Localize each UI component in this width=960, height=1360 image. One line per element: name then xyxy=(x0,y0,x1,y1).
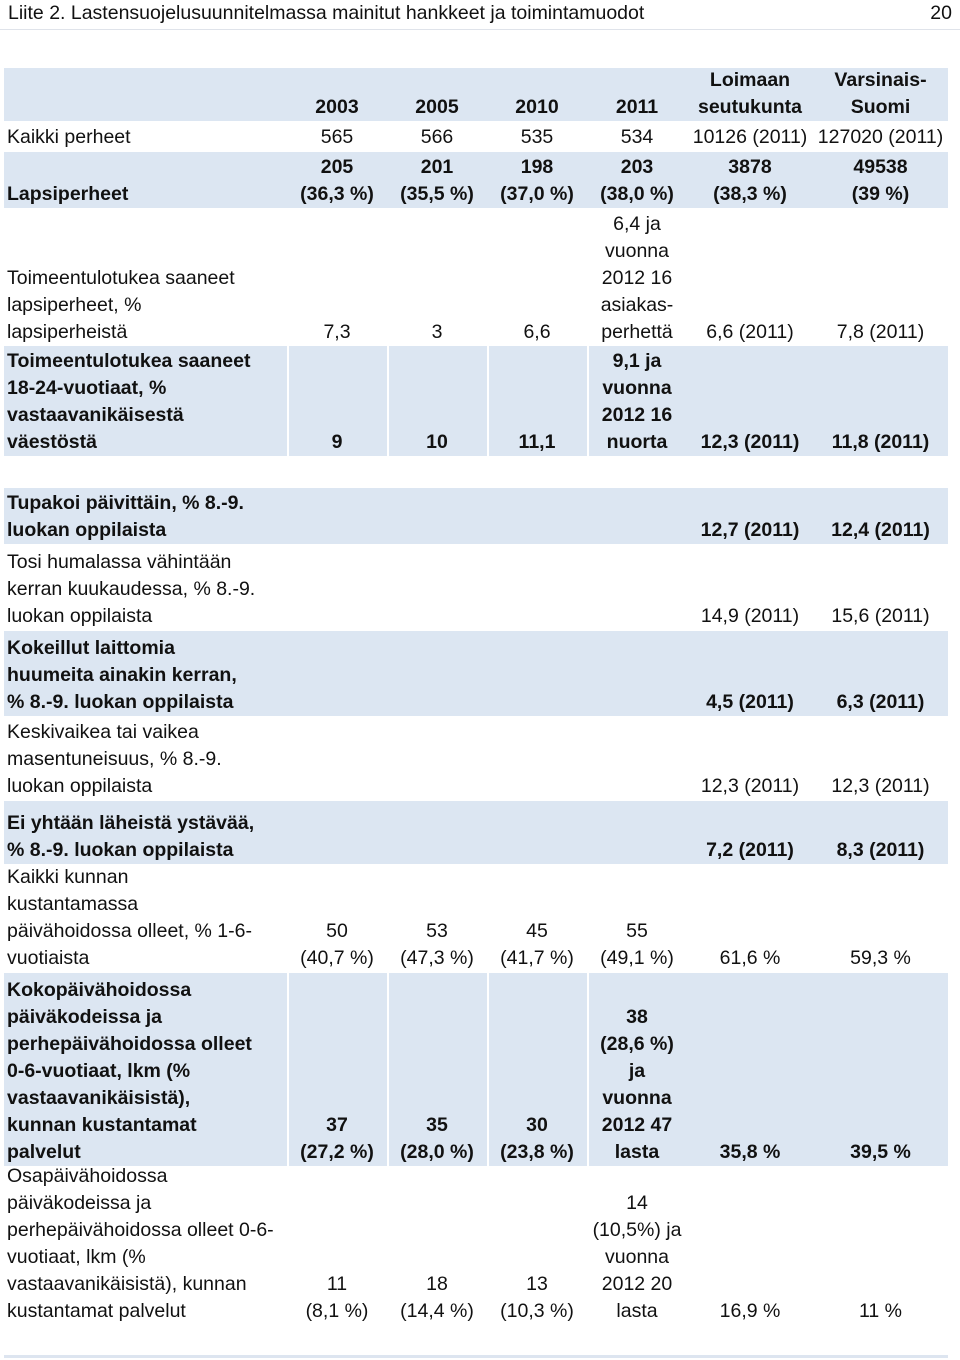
table-header-row xyxy=(4,68,948,121)
table-row xyxy=(4,488,948,544)
row-label-line: Osapäivähoidossa xyxy=(7,1165,168,1187)
table-cell xyxy=(813,122,948,151)
cell-line: 45 xyxy=(526,920,548,942)
cell-line: 3 xyxy=(431,321,443,343)
table-cell xyxy=(487,488,587,544)
column-header-line: seutukunta xyxy=(697,96,802,118)
table-cell xyxy=(387,801,487,864)
row-label-line: päivähoidossa olleet, % 1-6- xyxy=(7,920,252,942)
column-header xyxy=(587,68,687,121)
cell-line: vuonna xyxy=(602,1087,672,1109)
cell-line: 2012 16 xyxy=(601,267,673,289)
table-cell xyxy=(587,973,687,1166)
row-label-line: perhepäivähoidossa olleet xyxy=(7,1033,252,1055)
column-separator xyxy=(287,209,289,346)
cell-line: (27,2 %) xyxy=(300,1141,374,1163)
column-header xyxy=(287,68,387,121)
row-label-line: Toimeentulotukea saaneet xyxy=(7,350,251,372)
row-label-line: % 8.-9. luokan oppilaista xyxy=(7,691,234,713)
cell-line: 30 xyxy=(526,1114,548,1136)
cell-line: 6,4 ja xyxy=(613,213,661,235)
row-label-line: huumeita ainakin kerran, xyxy=(7,664,237,686)
column-separator xyxy=(487,864,489,972)
page-header xyxy=(0,0,960,30)
table-cell xyxy=(487,801,587,864)
row-label xyxy=(7,209,287,346)
row-label-line: 0-6-vuotiaat, lkm (% xyxy=(7,1060,191,1082)
column-separator xyxy=(387,973,389,1166)
table-cell xyxy=(687,152,813,208)
cell-line: 6,6 (2011) xyxy=(706,321,794,343)
cell-line: 201 xyxy=(420,156,454,178)
page-number: 20 xyxy=(930,2,952,24)
table-cell xyxy=(487,209,587,346)
table-cell xyxy=(287,801,387,864)
table-cell xyxy=(387,973,487,1166)
table-cell xyxy=(687,488,813,544)
column-separator xyxy=(587,864,589,972)
table-cell xyxy=(687,346,813,456)
cell-line: 11,8 (2011) xyxy=(831,431,930,453)
cell-line: nuorta xyxy=(606,431,668,453)
row-label xyxy=(7,1166,287,1325)
cell-line: perhettä xyxy=(601,321,673,343)
table-cell xyxy=(487,864,587,972)
row-label-line: kustantamassa xyxy=(7,893,139,915)
cell-line: 37 xyxy=(326,1114,348,1136)
cell-line: (40,7 %) xyxy=(300,947,374,969)
table-cell xyxy=(687,1166,813,1325)
column-separator xyxy=(287,973,289,1166)
table-cell xyxy=(287,631,387,716)
table-cell xyxy=(587,152,687,208)
cell-line: 12,4 (2011) xyxy=(831,519,930,541)
cell-line: (36,3 %) xyxy=(300,183,374,205)
column-separator xyxy=(587,973,589,1166)
cell-line: asiakas- xyxy=(600,294,674,316)
table-cell xyxy=(387,1166,487,1325)
cell-line: (10,3 %) xyxy=(500,1300,574,1322)
table-cell xyxy=(687,631,813,716)
cell-line: 6,6 xyxy=(523,321,551,343)
table-cell xyxy=(813,631,948,716)
table-cell xyxy=(587,488,687,544)
row-label xyxy=(7,631,287,716)
table-cell xyxy=(487,152,587,208)
cell-line: (41,7 %) xyxy=(500,947,574,969)
table-cell xyxy=(487,122,587,151)
cell-line: lasta xyxy=(614,1141,660,1163)
table-cell xyxy=(587,717,687,800)
cell-line: 7,2 (2011) xyxy=(706,839,794,861)
cell-line: 55 xyxy=(626,920,648,942)
cell-line: 12,3 (2011) xyxy=(700,431,800,453)
table-row xyxy=(4,717,948,800)
table-cell xyxy=(587,864,687,972)
row-label xyxy=(7,488,287,544)
table-cell xyxy=(487,717,587,800)
row-label-line: Toimeentulotukea saaneet xyxy=(7,267,235,289)
table-cell xyxy=(387,152,487,208)
cell-line: (28,0 %) xyxy=(400,1141,474,1163)
cell-line: 10 xyxy=(426,431,448,453)
cell-line: 7,8 (2011) xyxy=(836,321,925,343)
table-cell xyxy=(287,546,387,630)
table-cell xyxy=(287,209,387,346)
table-cell xyxy=(587,546,687,630)
cell-line: (23,8 %) xyxy=(500,1141,574,1163)
row-label-line: vastaavanikäisistä), kunnan xyxy=(7,1273,247,1295)
row-label-line: vastaavanikäisestä xyxy=(7,404,184,426)
table-cell xyxy=(287,122,387,151)
table-cell xyxy=(587,346,687,456)
cell-line: 14,9 (2011) xyxy=(700,605,800,627)
cell-line: vuonna xyxy=(605,1246,669,1268)
table-cell xyxy=(687,717,813,800)
row-label-line: Ei yhtään läheistä ystävää, xyxy=(7,812,255,834)
cell-line: 9 xyxy=(331,431,343,453)
table-cell xyxy=(813,801,948,864)
column-header xyxy=(687,68,813,121)
table-cell xyxy=(813,209,948,346)
column-header-line: 2011 xyxy=(615,96,659,118)
cell-line: 38 xyxy=(626,1006,648,1028)
row-label-line: lapsiperheet, % xyxy=(7,294,142,316)
row-label-line: kerran kuukaudessa, % 8.-9. xyxy=(7,578,256,600)
cell-line: 59,3 % xyxy=(850,947,911,969)
table-cell xyxy=(287,717,387,800)
cell-line: (49,1 %) xyxy=(600,947,674,969)
column-header xyxy=(387,68,487,121)
cell-line: 127020 (2011) xyxy=(817,126,944,148)
table-row xyxy=(4,152,948,208)
cell-line: 11,1 xyxy=(518,431,556,453)
cell-line: 2012 20 xyxy=(601,1273,673,1295)
cell-line: 2012 16 xyxy=(601,404,673,426)
row-label-line: Kokeillut laittomia xyxy=(7,637,175,659)
row-label-line: perhepäivähoidossa olleet 0-6- xyxy=(7,1219,274,1241)
column-separator xyxy=(287,346,289,456)
table-cell xyxy=(813,973,948,1166)
table-cell xyxy=(287,1166,387,1325)
row-label xyxy=(7,973,287,1166)
cell-line: 535 xyxy=(520,126,554,148)
row-label-line: lapsiperheistä xyxy=(7,321,128,343)
column-header xyxy=(487,68,587,121)
cell-line: 15,6 (2011) xyxy=(831,605,930,627)
table-cell xyxy=(813,488,948,544)
table-cell xyxy=(687,122,813,151)
column-header-line: 2003 xyxy=(315,96,359,118)
column-separator xyxy=(487,973,489,1166)
cell-line: 565 xyxy=(320,126,354,148)
table-cell xyxy=(587,209,687,346)
row-label-line: luokan oppilaista xyxy=(7,605,153,627)
cell-line: (39 %) xyxy=(851,183,910,205)
table-cell xyxy=(687,546,813,630)
table-cell xyxy=(813,1166,948,1325)
column-header-line: 2010 xyxy=(515,96,559,118)
row-label-line: Kokopäivähoidossa xyxy=(7,979,192,1001)
cell-line: 534 xyxy=(620,126,654,148)
column-header-line: 2005 xyxy=(415,96,459,118)
table-cell xyxy=(813,152,948,208)
table-cell xyxy=(387,631,487,716)
cell-line: 11 xyxy=(326,1273,348,1295)
page-header-title: Liite 2. Lastensuojelusuunnitelmassa mainitut hankkeet ja toimintamuodot xyxy=(8,2,645,24)
table-cell xyxy=(487,631,587,716)
table-row xyxy=(4,122,948,151)
column-separator xyxy=(487,346,489,456)
cell-line: 16,9 % xyxy=(719,1300,781,1322)
table-cell xyxy=(813,346,948,456)
row-label-line: Kaikki perheet xyxy=(7,126,131,148)
column-separator xyxy=(487,209,489,346)
row-label-line: vastaavanikäisistä), xyxy=(7,1087,191,1109)
table-cell xyxy=(813,864,948,972)
cell-line: 53 xyxy=(426,920,448,942)
cell-line: (38,0 %) xyxy=(600,183,674,205)
cell-line: (14,4 %) xyxy=(400,1300,474,1322)
cell-line: lasta xyxy=(616,1300,658,1322)
row-label-line: 18-24-vuotiaat, % xyxy=(7,377,167,399)
table-cell xyxy=(387,717,487,800)
table-cell xyxy=(387,488,487,544)
row-label-line: palvelut xyxy=(7,1141,81,1163)
cell-line: vuonna xyxy=(602,377,672,399)
column-separator xyxy=(387,864,389,972)
cell-line: 50 xyxy=(326,920,348,942)
row-label xyxy=(7,346,287,456)
table-row xyxy=(4,631,948,716)
column-header xyxy=(813,68,948,121)
row-label-line: Tupakoi päivittäin, % 8.-9. xyxy=(7,492,244,514)
table-cell xyxy=(687,801,813,864)
table-cell xyxy=(687,864,813,972)
cell-line: 2012 47 xyxy=(601,1114,673,1136)
cell-line: (28,6 %) xyxy=(600,1033,674,1055)
table-cell xyxy=(487,973,587,1166)
row-label xyxy=(7,122,287,151)
cell-line: 35,8 % xyxy=(719,1141,781,1163)
table-row xyxy=(4,801,948,864)
table-cell xyxy=(687,209,813,346)
column-header-line: Varsinais- xyxy=(834,69,927,91)
cell-line: (8,1 %) xyxy=(305,1300,369,1322)
table-cell xyxy=(587,1166,687,1325)
cell-line: 9,1 ja xyxy=(612,350,662,372)
table-row xyxy=(4,346,948,456)
table-row xyxy=(4,209,948,346)
cell-line: 13 xyxy=(526,1273,548,1295)
column-separator xyxy=(287,1166,289,1325)
row-label-line: Keskivaikea tai vaikea xyxy=(7,721,199,743)
column-separator xyxy=(587,346,589,456)
column-header-line: Loimaan xyxy=(709,69,791,91)
table-cell xyxy=(813,546,948,630)
column-separator xyxy=(387,209,389,346)
cell-line: 10126 (2011) xyxy=(692,126,808,148)
cell-line: 12,3 (2011) xyxy=(700,775,800,797)
row-label-line: luokan oppilaista xyxy=(7,519,167,541)
row-label-line: väestöstä xyxy=(7,431,97,453)
column-separator xyxy=(287,864,289,972)
cell-line: 11 % xyxy=(859,1300,902,1322)
cell-line: (37,0 %) xyxy=(500,183,574,205)
header-label-cell xyxy=(7,68,287,121)
column-separator xyxy=(387,346,389,456)
row-label xyxy=(7,801,287,864)
cell-line: 6,3 (2011) xyxy=(836,691,925,713)
cell-line: 61,6 % xyxy=(719,947,781,969)
table-cell xyxy=(487,1166,587,1325)
column-separator xyxy=(487,1166,489,1325)
table-row xyxy=(4,546,948,630)
table-cell xyxy=(287,973,387,1166)
row-label-line: kustantamat palvelut xyxy=(7,1300,186,1322)
table-cell xyxy=(487,546,587,630)
cell-line: (35,5 %) xyxy=(400,183,474,205)
cell-line: 39,5 % xyxy=(850,1141,911,1163)
table-cell xyxy=(287,864,387,972)
cell-line: 18 xyxy=(426,1273,448,1295)
row-label-line: päiväkodeissa ja xyxy=(7,1006,163,1028)
row-label-line: kunnan kustantamat xyxy=(7,1114,197,1136)
cell-line: 14 xyxy=(626,1192,648,1214)
table-cell xyxy=(487,346,587,456)
row-label xyxy=(7,864,287,972)
cell-line: 198 xyxy=(520,156,554,178)
cell-line: (47,3 %) xyxy=(400,947,474,969)
table-cell xyxy=(387,346,487,456)
row-label-line: % 8.-9. luokan oppilaista xyxy=(7,839,234,861)
cell-line: 35 xyxy=(426,1114,448,1136)
table-row xyxy=(4,864,948,972)
row-label-line: Kaikki kunnan xyxy=(7,866,129,888)
table-cell xyxy=(587,122,687,151)
cell-line: 8,3 (2011) xyxy=(836,839,925,861)
cell-line: 12,7 (2011) xyxy=(700,519,800,541)
table-cell xyxy=(387,122,487,151)
table-cell xyxy=(687,973,813,1166)
table-cell xyxy=(287,346,387,456)
table-cell xyxy=(387,546,487,630)
column-separator xyxy=(587,209,589,346)
row-label-line: masentuneisuus, % 8.-9. xyxy=(7,748,222,770)
column-header-line: Suomi xyxy=(850,96,911,118)
table-cell xyxy=(587,801,687,864)
row-label-line: luokan oppilaista xyxy=(7,775,153,797)
cell-line: 203 xyxy=(620,156,654,178)
row-label xyxy=(7,152,287,208)
table-row xyxy=(4,973,948,1166)
cell-line: 4,5 (2011) xyxy=(706,691,794,713)
cell-line: 7,3 xyxy=(323,321,351,343)
row-label-line: vuotiaat, lkm (% xyxy=(7,1246,146,1268)
cell-line: (38,3 %) xyxy=(713,183,787,205)
cell-line: (10,5%) ja xyxy=(592,1219,682,1241)
cell-line: 566 xyxy=(420,126,454,148)
table-row xyxy=(4,1166,948,1325)
cell-line: 49538 xyxy=(853,156,908,178)
cell-line: vuonna xyxy=(605,240,669,262)
cell-line: 205 xyxy=(320,156,354,178)
footer-divider xyxy=(4,1355,948,1358)
row-label-line: Tosi humalassa vähintään xyxy=(7,551,232,573)
row-label-line: päiväkodeissa ja xyxy=(7,1192,152,1214)
table-cell xyxy=(813,717,948,800)
header-divider xyxy=(0,29,960,30)
row-label-line: Lapsiperheet xyxy=(7,183,129,205)
table-cell xyxy=(587,631,687,716)
row-label xyxy=(7,717,287,800)
column-separator xyxy=(387,1166,389,1325)
row-label xyxy=(7,546,287,630)
row-label-line: vuotiaista xyxy=(7,947,90,969)
cell-line: ja xyxy=(628,1060,646,1082)
column-separator xyxy=(587,1166,589,1325)
table-cell xyxy=(287,488,387,544)
cell-line: 12,3 (2011) xyxy=(831,775,930,797)
table-cell xyxy=(387,209,487,346)
cell-line: 3878 xyxy=(728,156,772,178)
table-cell xyxy=(387,864,487,972)
table-cell xyxy=(287,152,387,208)
